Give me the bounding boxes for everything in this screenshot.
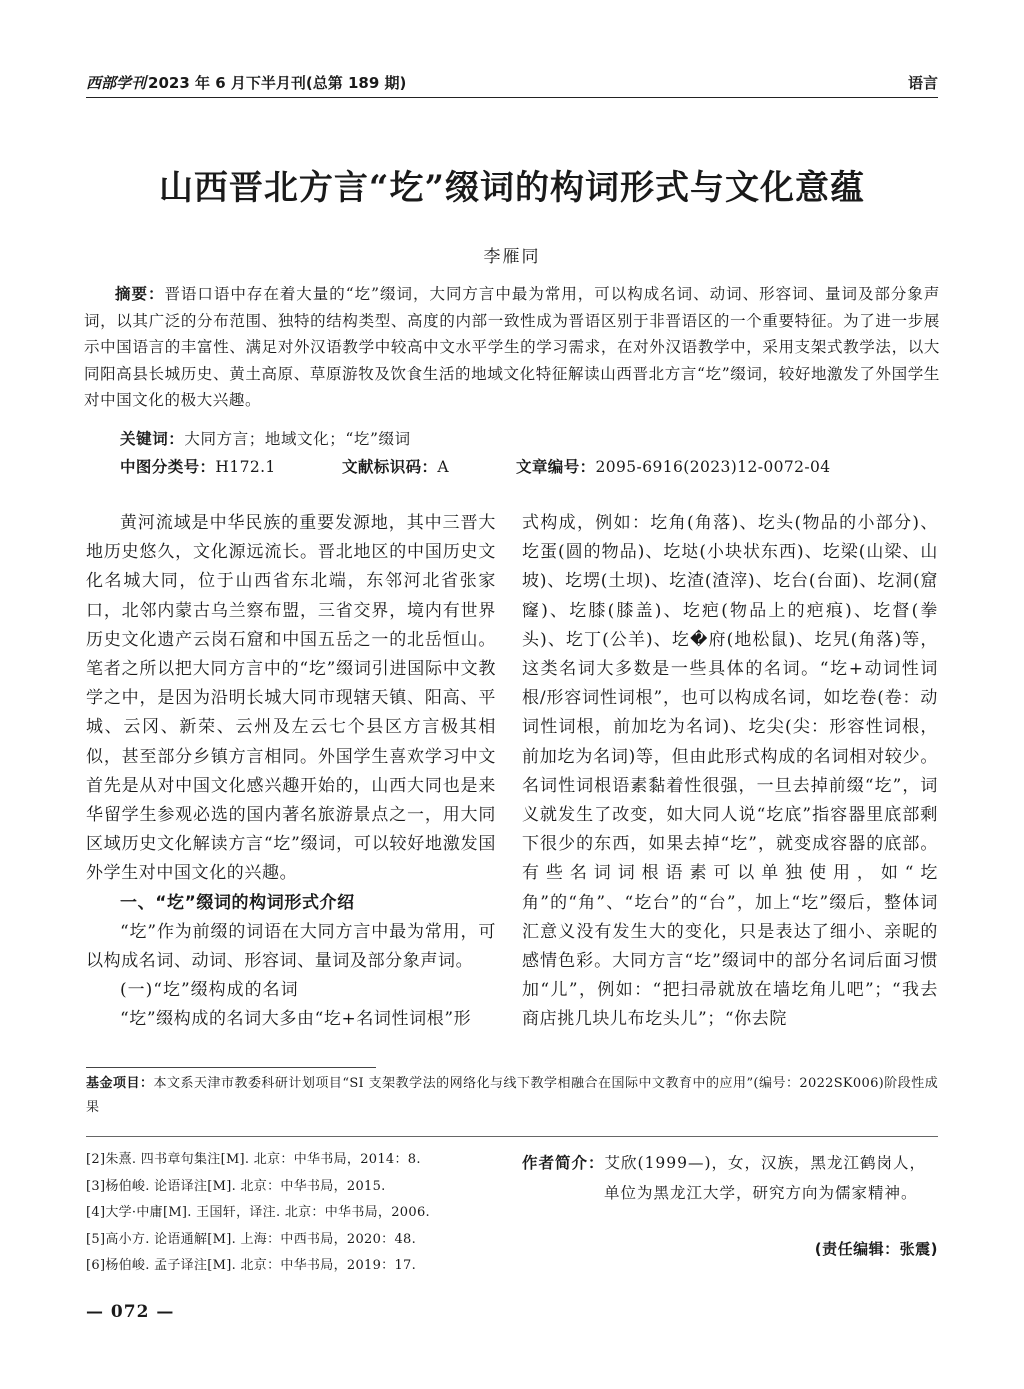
article-title: 山西晋北方言“圪”缀词的构词形式与文化意蕴 [158,168,866,208]
doc-code [342,455,449,477]
author-bio [522,1148,938,1208]
responsible-editor: (责任编辑：张震) [814,1240,938,1258]
journal-name: 西部学刊 [86,74,147,92]
body-paragraph: 黄河流域是中华民族的重要发源地，其中三晋大地历史悠久，文化源远流长。晋北地区的中国历史文化名城大同，位于山西省东北端，东邻河北省张家口，北邻内蒙古乌兰察布盟，三省交界，境内有世界历史文化遗产云岗石窟和中国五岳之一的北岳恒山。笔者之所以把大同方言中的“圪”缀词引进国际中文教学之中，是因为沿明长城大同市现辖天镇、阳高、平城、云冈、新荣、云州及左云七个县区方言极其相似，甚至部分乡镇方言相同。外国学生喜欢学习中文首先是从对中国文化感兴趣开始的，山西大同也是来华留学生参观必选的国内著名旅游景点之一，用大同区域历史文化解读方言“圪”缀词，可以较好地激发国外学生对中国文化的兴趣。 [86,513,496,884]
funding-label: 基金项目： [86,1076,154,1091]
reference-item: [4]大学·中庸[M]. 王国轩，译注. 北京：中华书局，2006. [86,1205,430,1220]
classification-row [120,455,920,479]
abstract-label: 摘要： [115,285,165,303]
funding-text: 本文系天津市教委科研计划项目“SI 支架教学法的网络化与线下教学相融合在国际中文教育中的应用”(编号：2022SK006)阶段性成果 [86,1076,938,1115]
divider-rule [86,1136,938,1137]
issue-info: 2023 年 6 月下半月刊(总第 189 期) [148,74,407,92]
body-paragraph: 式构成，例如：圪角(角落)、圪头(物品的小部分)、圪蛋(圆的物品)、圪垯(小块状东西)、圪梁(山梁、山坡)、圪塄(土坝)、圪渣(渣滓)、圪台(台面)、圪洞(窟窿)、圪膝(膝盖)、圪疤(物品上的疤痕)、圪督(拳头)、圪丁(公羊)、圪�府(地松鼠)、圪旯(角落)等，这类名词大多数是一些具体的名词。“圪+动词性词根/形容词性词根”，也可以构成名词，如圪卷(卷：动词性词根，前加圪为名词)、圪尖(尖：形容性词根，前加圪为名词)等，但由此形式构成的名词相对较少。名词性词根语素黏着性很强，一旦去掉前缀“圪”，词义就发生了改变，如大同人说“圪底”指容器里底部剩下很少的东西，如果去掉“圪”，就变成容器的底部。有些名词词根语素可以单独使用，如“圪角”的“角”、“圪台”的“台”，加上“圪”缀后，整体词汇意义没有发生大的变化，只是表达了细小、亲昵的感情色彩。大同方言“圪”缀词中的部分名词后面习惯加“儿”，例如：“把扫帚就放在墙圪角儿吧”；“我去商店挑几块儿布圪头儿”；“你去院 [522,513,938,1030]
doc-value: A [437,458,449,476]
reference-item: [6]杨伯峻. 孟子译注[M]. 北京：中华书局，2019：17. [86,1258,417,1273]
body-paragraph: “圪”缀构成的名词大多由“圪+名词性词根”形 [120,1009,472,1030]
footnote-rule [86,1067,376,1068]
reference-item: [2]朱熹. 四书章句集注[M]. 北京：中华书局，2014：8. [86,1152,421,1167]
keywords-text: 大同方言；地域文化；“圪”缀词 [184,430,411,448]
abstract-text: 晋语口语中存在着大量的“圪”缀词，大同方言中最为常用，可以构成名词、动词、形容词、量词及部分象声词，以其广泛的分布范围、独特的结构类型、高度的内部一致性成为晋语区别于非晋语区的一个重要特征。为了进一步展示中国语言的丰富性、满足对外汉语教学中较高中文水平学生的学习需求，在对外汉语教学中，采用支架式教学法，以大同阳高县长城历史、黄土高原、草原游牧及饮食生活的地域文化特征解读山西晋北方言“圪”缀词，较好地激发了外国学生对中国文化的极大兴趣。 [84,285,940,409]
article-number [516,455,831,477]
page-number: — 072 — [86,1302,175,1322]
author-bio-text: 艾欣(1999—)，女，汉族，黑龙江鹤岗人，单位为黑龙江大学，研究方向为儒家精神。 [604,1154,927,1202]
funding-note [86,1072,938,1120]
header-rule [86,97,938,98]
references-list [86,1147,506,1280]
running-header [86,72,938,98]
body-paragraph: “圪”作为前缀的词语在大同方言中最为常用，可以构成名词、动词、形容词、量词及部分象声词。 [86,921,496,972]
reference-item: [3]杨伯峻. 论语译注[M]. 北京：中华书局，2015. [86,1178,386,1194]
clc-code [120,455,276,477]
clc-value: H172.1 [215,458,276,476]
body-column-left [86,509,496,1035]
section-category: 语言 [907,74,938,92]
author-bio-label: 作者简介： [522,1154,605,1172]
subsection-heading: (一)“圪”缀构成的名词 [120,980,299,1001]
body-column-right [522,509,938,1035]
art-label: 文章编号： [516,458,596,476]
journal-issue-line [86,72,406,93]
abstract [84,281,940,414]
section-heading: 一、“圪”缀词的构词形式介绍 [120,892,355,913]
reference-item: [5]高小方. 论语通解[M]. 上海：中西书局，2020：48. [86,1231,417,1247]
keywords-label: 关键词： [120,430,185,448]
clc-label: 中图分类号： [120,458,216,476]
article-author: 李雁同 [483,247,541,267]
keywords [120,427,411,449]
doc-label: 文献标识码： [342,458,438,476]
art-value: 2095-6916(2023)12-0072-04 [595,458,831,476]
